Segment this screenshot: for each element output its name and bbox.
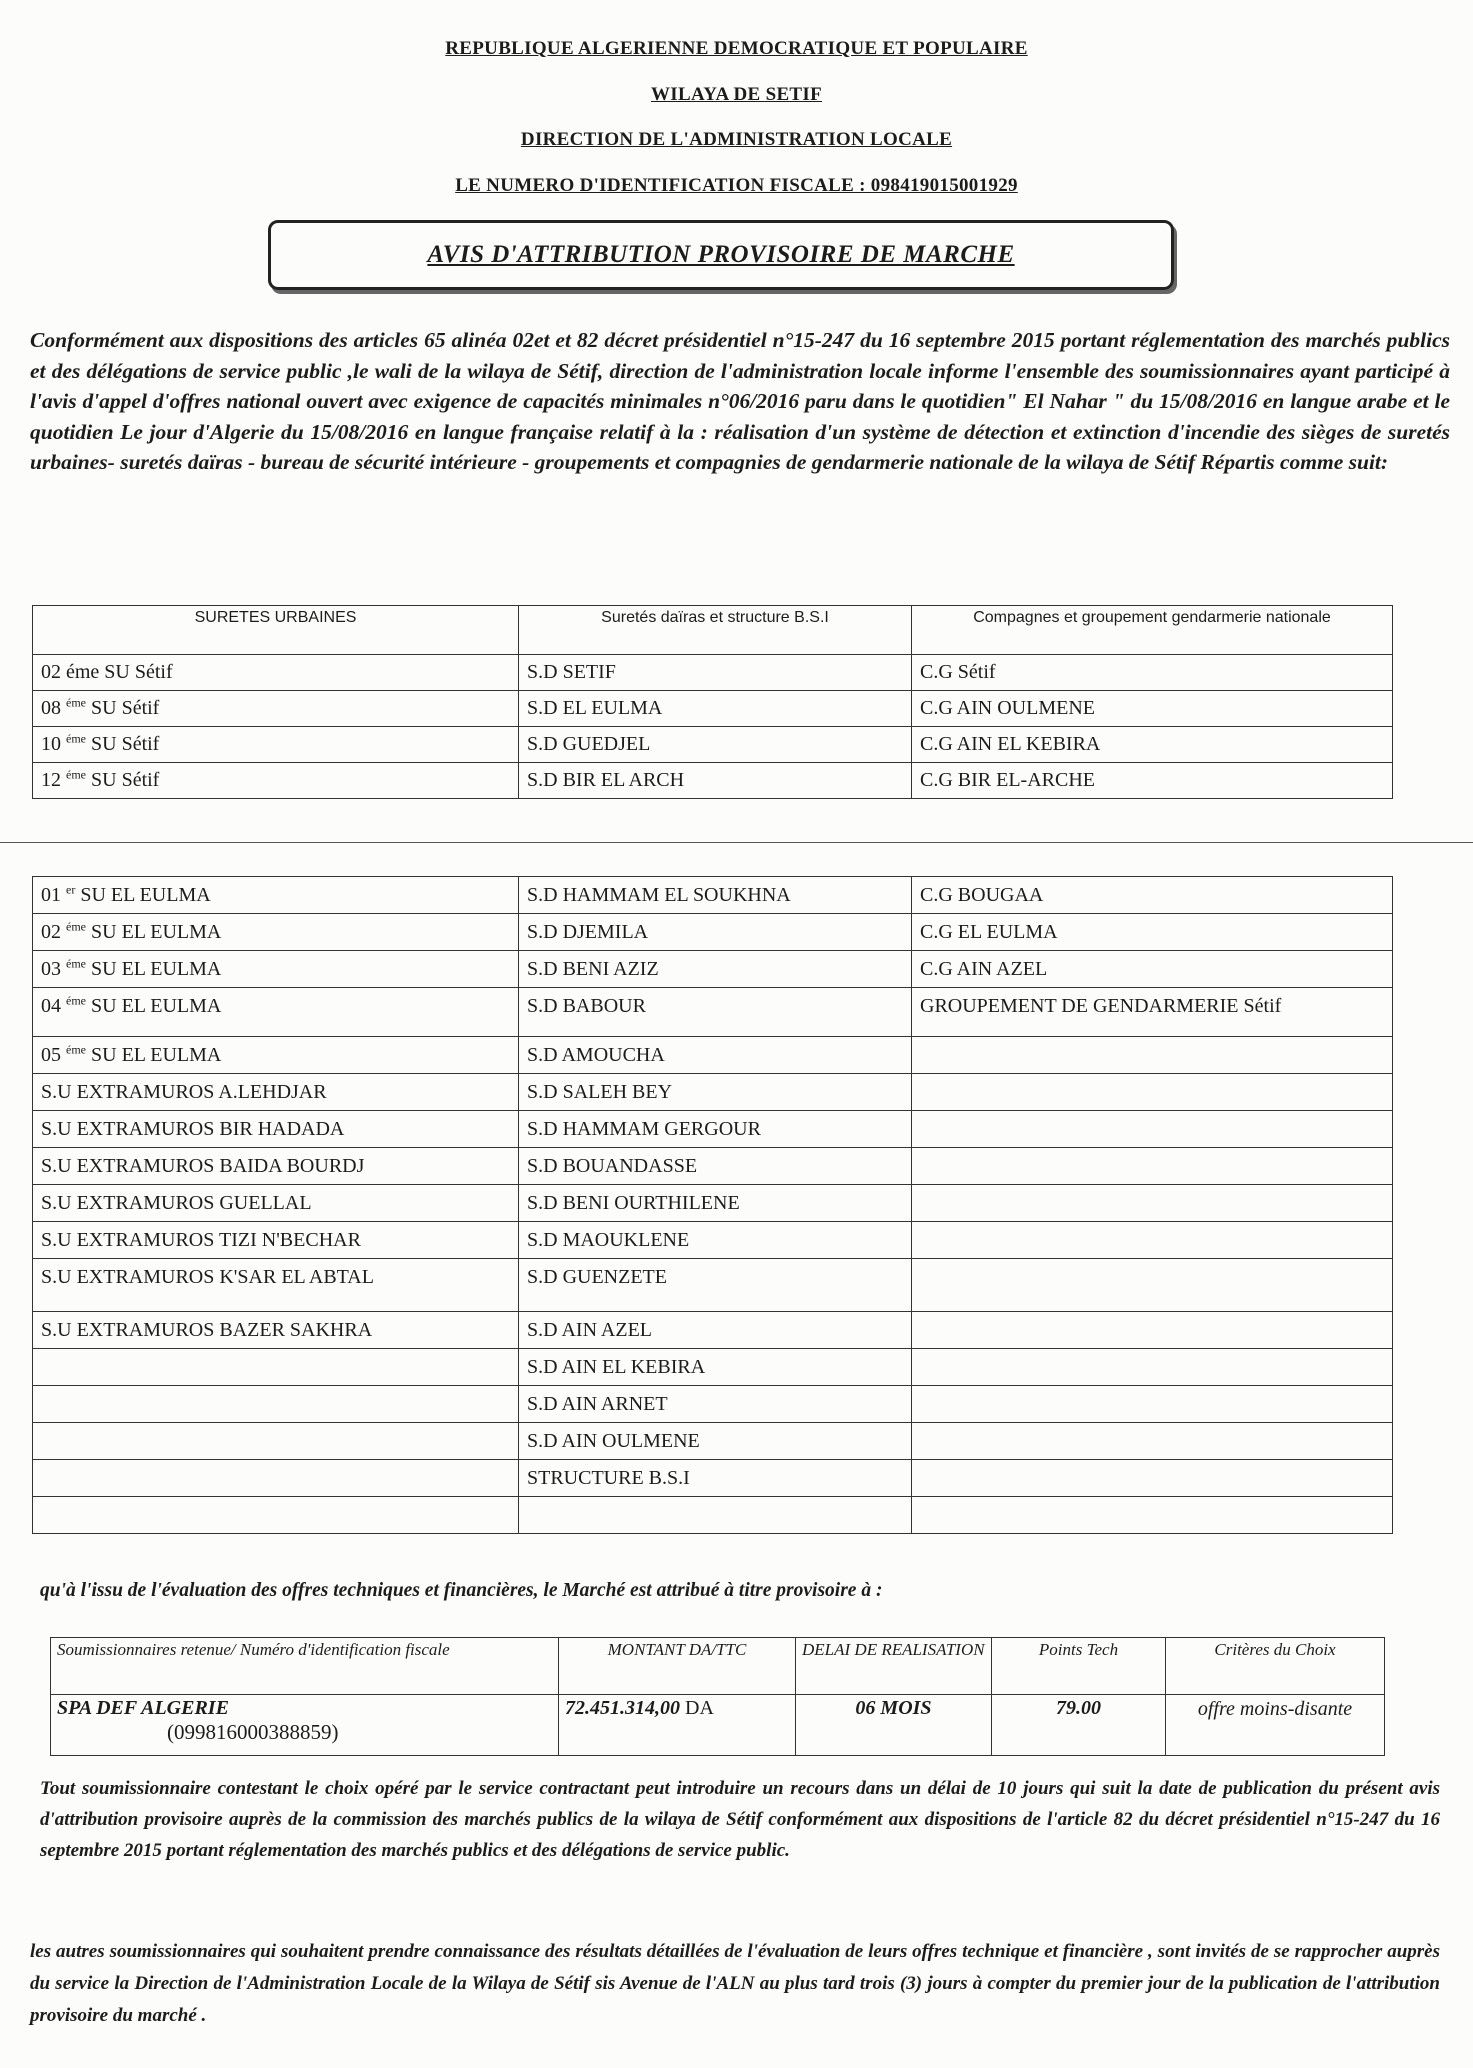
cell-text: SU EL EULMA <box>86 995 222 1017</box>
cell-surete-urbaine <box>33 1349 519 1386</box>
cell-surete-daira: S.D HAMMAM EL SOUKHNA <box>519 877 912 914</box>
cell-text: S.U EXTRAMUROS TIZI N'BECHAR <box>41 1229 361 1251</box>
cell-gendarmerie <box>912 1423 1393 1460</box>
cell-text: 02 <box>41 921 66 943</box>
ordinal-suffix: éme <box>66 919 86 934</box>
cell-gendarmerie: GROUPEMENT DE GENDARMERIE Sétif <box>912 988 1393 1037</box>
delay-cell: 06 MOIS <box>796 1695 992 1756</box>
cell-surete-daira: S.D BABOUR <box>519 988 912 1037</box>
table-row <box>33 1312 1393 1349</box>
cell-surete-urbaine <box>33 1185 519 1222</box>
cell-surete-urbaine <box>33 1423 519 1460</box>
cell-text: S.U EXTRAMUROS K'SAR EL ABTAL <box>41 1266 374 1288</box>
cell-surete-daira: S.D AIN OULMENE <box>519 1423 912 1460</box>
cell-surete-daira: S.D AIN ARNET <box>519 1386 912 1423</box>
bidder-cell <box>51 1695 559 1756</box>
cell-text: 08 <box>41 697 66 719</box>
others-paragraph: les autres soumissionnaires qui souhaitent prendre connaissance des résultats détaillées de l'évaluation de leurs offres technique et financière , sont invités de se rapprocher auprès du service la Direction de l'Administration Locale de la Wilaya de Sétif sis Avenue de l'ALN au plus tard trois (3) jours à compter du premier jour de la publication de l'attribution provisoire du marché . <box>30 1941 1440 2026</box>
table-row <box>33 1037 1393 1074</box>
table-row <box>51 1695 1385 1756</box>
cell-gendarmerie <box>912 1349 1393 1386</box>
cell-gendarmerie: C.G Sétif <box>912 655 1393 691</box>
criteria-cell: offre moins-disante <box>1166 1695 1385 1756</box>
cell-surete-urbaine <box>33 1386 519 1423</box>
document-title: AVIS D'ATTRIBUTION PROVISOIRE DE MARCHE <box>427 241 1015 268</box>
cell-text: 04 <box>41 995 66 1017</box>
cell-text: SU Sétif <box>86 697 160 719</box>
column-header: Compagnes et groupement gendarmerie nationale <box>912 606 1393 655</box>
table-row <box>33 914 1393 951</box>
cell-text: S.U EXTRAMUROS GUELLAL <box>41 1192 312 1214</box>
table-row <box>33 691 1393 727</box>
recourse-paragraph: Tout soumissionnaire contestant le choix opéré par le service contractant peut introduire un recours dans un délai de 10 jours qui suit la date de publication du présent avis d'attribution provisoire auprès de la commission des marchés publics de la wilaya de Sétif conformément aux dispositions de l'article 82 du décret présidentiel n°15-247 du 16 septembre 2015 portant réglementation des marchés publics et des délégations de service public. <box>40 1778 1440 1861</box>
table-row <box>33 1423 1393 1460</box>
award-table <box>50 1637 1385 1756</box>
distribution-table-2 <box>32 876 1393 1534</box>
table-row <box>33 988 1393 1037</box>
cell-gendarmerie <box>912 1222 1393 1259</box>
cell-text: SU Sétif <box>86 733 160 755</box>
cell-text: 03 <box>41 958 66 980</box>
cell-surete-urbaine <box>33 655 519 691</box>
cell-surete-daira: S.D EL EULMA <box>519 691 912 727</box>
cell-surete-daira: S.D GUENZETE <box>519 1259 912 1312</box>
cell-surete-urbaine <box>33 763 519 799</box>
cell-surete-daira: S.D HAMMAM GERGOUR <box>519 1111 912 1148</box>
column-header: DELAI DE REALISATION <box>796 1638 992 1695</box>
cell-text: SU EL EULMA <box>75 884 211 906</box>
table-row <box>33 1111 1393 1148</box>
points-cell: 79.00 <box>992 1695 1166 1756</box>
cell-surete-daira: S.D GUEDJEL <box>519 727 912 763</box>
cell-surete-daira: S.D BENI AZIZ <box>519 951 912 988</box>
column-header: MONTANT DA/TTC <box>559 1638 796 1695</box>
cell-gendarmerie: C.G BOUGAA <box>912 877 1393 914</box>
table-header-row <box>33 606 1393 655</box>
ordinal-suffix: éme <box>66 695 86 710</box>
table-row <box>33 877 1393 914</box>
table-row <box>33 727 1393 763</box>
cell-gendarmerie: C.G AIN OULMENE <box>912 691 1393 727</box>
table-row <box>33 1185 1393 1222</box>
cell-text: 05 <box>41 1044 66 1066</box>
table-row <box>33 1497 1393 1534</box>
column-header: Critères du Choix <box>1166 1638 1385 1695</box>
cell-text: S.U EXTRAMUROS BAIDA BOURDJ <box>41 1155 365 1177</box>
ordinal-suffix: er <box>66 882 76 897</box>
cell-gendarmerie <box>912 1497 1393 1534</box>
cell-surete-urbaine <box>33 1111 519 1148</box>
cell-gendarmerie <box>912 1312 1393 1349</box>
table-row <box>33 655 1393 691</box>
table-row <box>33 763 1393 799</box>
header-nif: LE NUMERO D'IDENTIFICATION FISCALE : 098419015001929 <box>455 175 1018 196</box>
table-row <box>33 1222 1393 1259</box>
cell-text: 10 <box>41 733 66 755</box>
cell-gendarmerie: C.G BIR EL-ARCHE <box>912 763 1393 799</box>
bidder-nif: (099816000388859) <box>167 1720 339 1744</box>
table-row <box>33 1349 1393 1386</box>
cell-surete-urbaine <box>33 1497 519 1534</box>
cell-gendarmerie <box>912 1386 1393 1423</box>
table-row <box>33 1074 1393 1111</box>
cell-surete-urbaine <box>33 1222 519 1259</box>
cell-surete-urbaine <box>33 1037 519 1074</box>
table-row <box>33 1386 1393 1423</box>
cell-surete-daira: S.D AIN AZEL <box>519 1312 912 1349</box>
cell-text: 01 <box>41 884 66 906</box>
cell-text: S.U EXTRAMUROS A.LEHDJAR <box>41 1081 327 1103</box>
cell-text: 12 <box>41 769 66 791</box>
column-header: SURETES URBAINES <box>33 606 519 655</box>
amount-cell <box>559 1695 796 1756</box>
cell-surete-daira: STRUCTURE B.S.I <box>519 1460 912 1497</box>
table-row <box>33 1259 1393 1312</box>
award-intro: qu'à l'issu de l'évaluation des offres techniques et financières, le Marché est attribué à titre provisoire à : <box>40 1580 883 1601</box>
cell-text: SU Sétif <box>86 769 160 791</box>
cell-text: 02 éme SU Sétif <box>41 661 173 683</box>
cell-surete-daira: S.D BENI OURTHILENE <box>519 1185 912 1222</box>
cell-gendarmerie <box>912 1074 1393 1111</box>
table-row <box>33 1460 1393 1497</box>
cell-surete-daira: S.D SETIF <box>519 655 912 691</box>
ordinal-suffix: éme <box>66 731 86 746</box>
cell-text: SU EL EULMA <box>86 921 222 943</box>
cell-text: SU EL EULMA <box>86 958 222 980</box>
amount-currency: DA <box>685 1697 714 1719</box>
cell-surete-urbaine <box>33 877 519 914</box>
cell-gendarmerie <box>912 1111 1393 1148</box>
cell-gendarmerie <box>912 1037 1393 1074</box>
cell-surete-daira: S.D DJEMILA <box>519 914 912 951</box>
ordinal-suffix: éme <box>66 956 86 971</box>
section-divider <box>0 842 1473 843</box>
cell-gendarmerie: C.G AIN AZEL <box>912 951 1393 988</box>
cell-surete-daira: S.D AMOUCHA <box>519 1037 912 1074</box>
cell-surete-urbaine <box>33 727 519 763</box>
title-box <box>268 220 1174 290</box>
cell-surete-urbaine <box>33 1074 519 1111</box>
cell-surete-daira: S.D SALEH BEY <box>519 1074 912 1111</box>
cell-text: SU EL EULMA <box>86 1044 222 1066</box>
cell-gendarmerie: C.G EL EULMA <box>912 914 1393 951</box>
distribution-table-1 <box>32 605 1393 799</box>
header-direction: DIRECTION DE L'ADMINISTRATION LOCALE <box>520 129 953 150</box>
cell-surete-daira: S.D BOUANDASSE <box>519 1148 912 1185</box>
header-republic: REPUBLIQUE ALGERIENNE DEMOCRATIQUE ET POPULAIRE <box>445 38 1028 59</box>
cell-surete-urbaine <box>33 988 519 1037</box>
cell-gendarmerie: C.G AIN EL KEBIRA <box>912 727 1393 763</box>
cell-text: S.U EXTRAMUROS BAZER SAKHRA <box>41 1319 373 1341</box>
cell-surete-urbaine <box>33 1259 519 1312</box>
cell-gendarmerie <box>912 1148 1393 1185</box>
ordinal-suffix: éme <box>66 1042 86 1057</box>
table-row <box>33 1148 1393 1185</box>
bidder-name: SPA DEF ALGERIE <box>57 1697 229 1719</box>
amount-value: 72.451.314,00 <box>565 1697 680 1719</box>
cell-surete-daira: S.D BIR EL ARCH <box>519 763 912 799</box>
intro-paragraph: Conformément aux dispositions des articles 65 alinéa 02et et 82 décret présidentiel n°15-247 du 16 septembre 2015 portant réglementation des marchés publics et des délégations de service public ,le wali de la wilaya de Sétif, direction de l'administration locale informe l'ensemble des soumissionnaires ayant participé à l'avis d'appel d'offres national ouvert avec exigence de capacités minimales n°06/2016 paru dans le quotidien" El Nahar " du 15/08/2016 en langue arabe et le quotidien Le jour d'Algerie du 15/08/2016 en langue française relatif à la : réalisation d'un système de détection et extinction d'incendie des sièges de suretés urbaines- suretés daïras - bureau de sécurité intérieure - groupements et compagnies de gendarmerie nationale de la wilaya de Sétif Répartis comme suit: <box>30 328 1450 474</box>
cell-surete-urbaine <box>33 1312 519 1349</box>
cell-gendarmerie <box>912 1259 1393 1312</box>
cell-surete-daira <box>519 1497 912 1534</box>
cell-gendarmerie <box>912 1460 1393 1497</box>
cell-surete-urbaine <box>33 1460 519 1497</box>
column-header: Soumissionnaires retenue/ Numéro d'identification fiscale <box>51 1638 559 1695</box>
cell-surete-daira: S.D AIN EL KEBIRA <box>519 1349 912 1386</box>
cell-surete-daira: S.D MAOUKLENE <box>519 1222 912 1259</box>
column-header: Suretés daïras et structure B.S.I <box>519 606 912 655</box>
ordinal-suffix: éme <box>66 993 86 1008</box>
cell-text: S.U EXTRAMUROS BIR HADADA <box>41 1118 345 1140</box>
cell-surete-urbaine <box>33 691 519 727</box>
table-header-row <box>51 1638 1385 1695</box>
table-row <box>33 951 1393 988</box>
column-header: Points Tech <box>992 1638 1166 1695</box>
cell-surete-urbaine <box>33 914 519 951</box>
cell-gendarmerie <box>912 1185 1393 1222</box>
cell-surete-urbaine <box>33 1148 519 1185</box>
header-wilaya: WILAYA DE SETIF <box>650 84 822 105</box>
ordinal-suffix: éme <box>66 767 86 782</box>
cell-surete-urbaine <box>33 951 519 988</box>
